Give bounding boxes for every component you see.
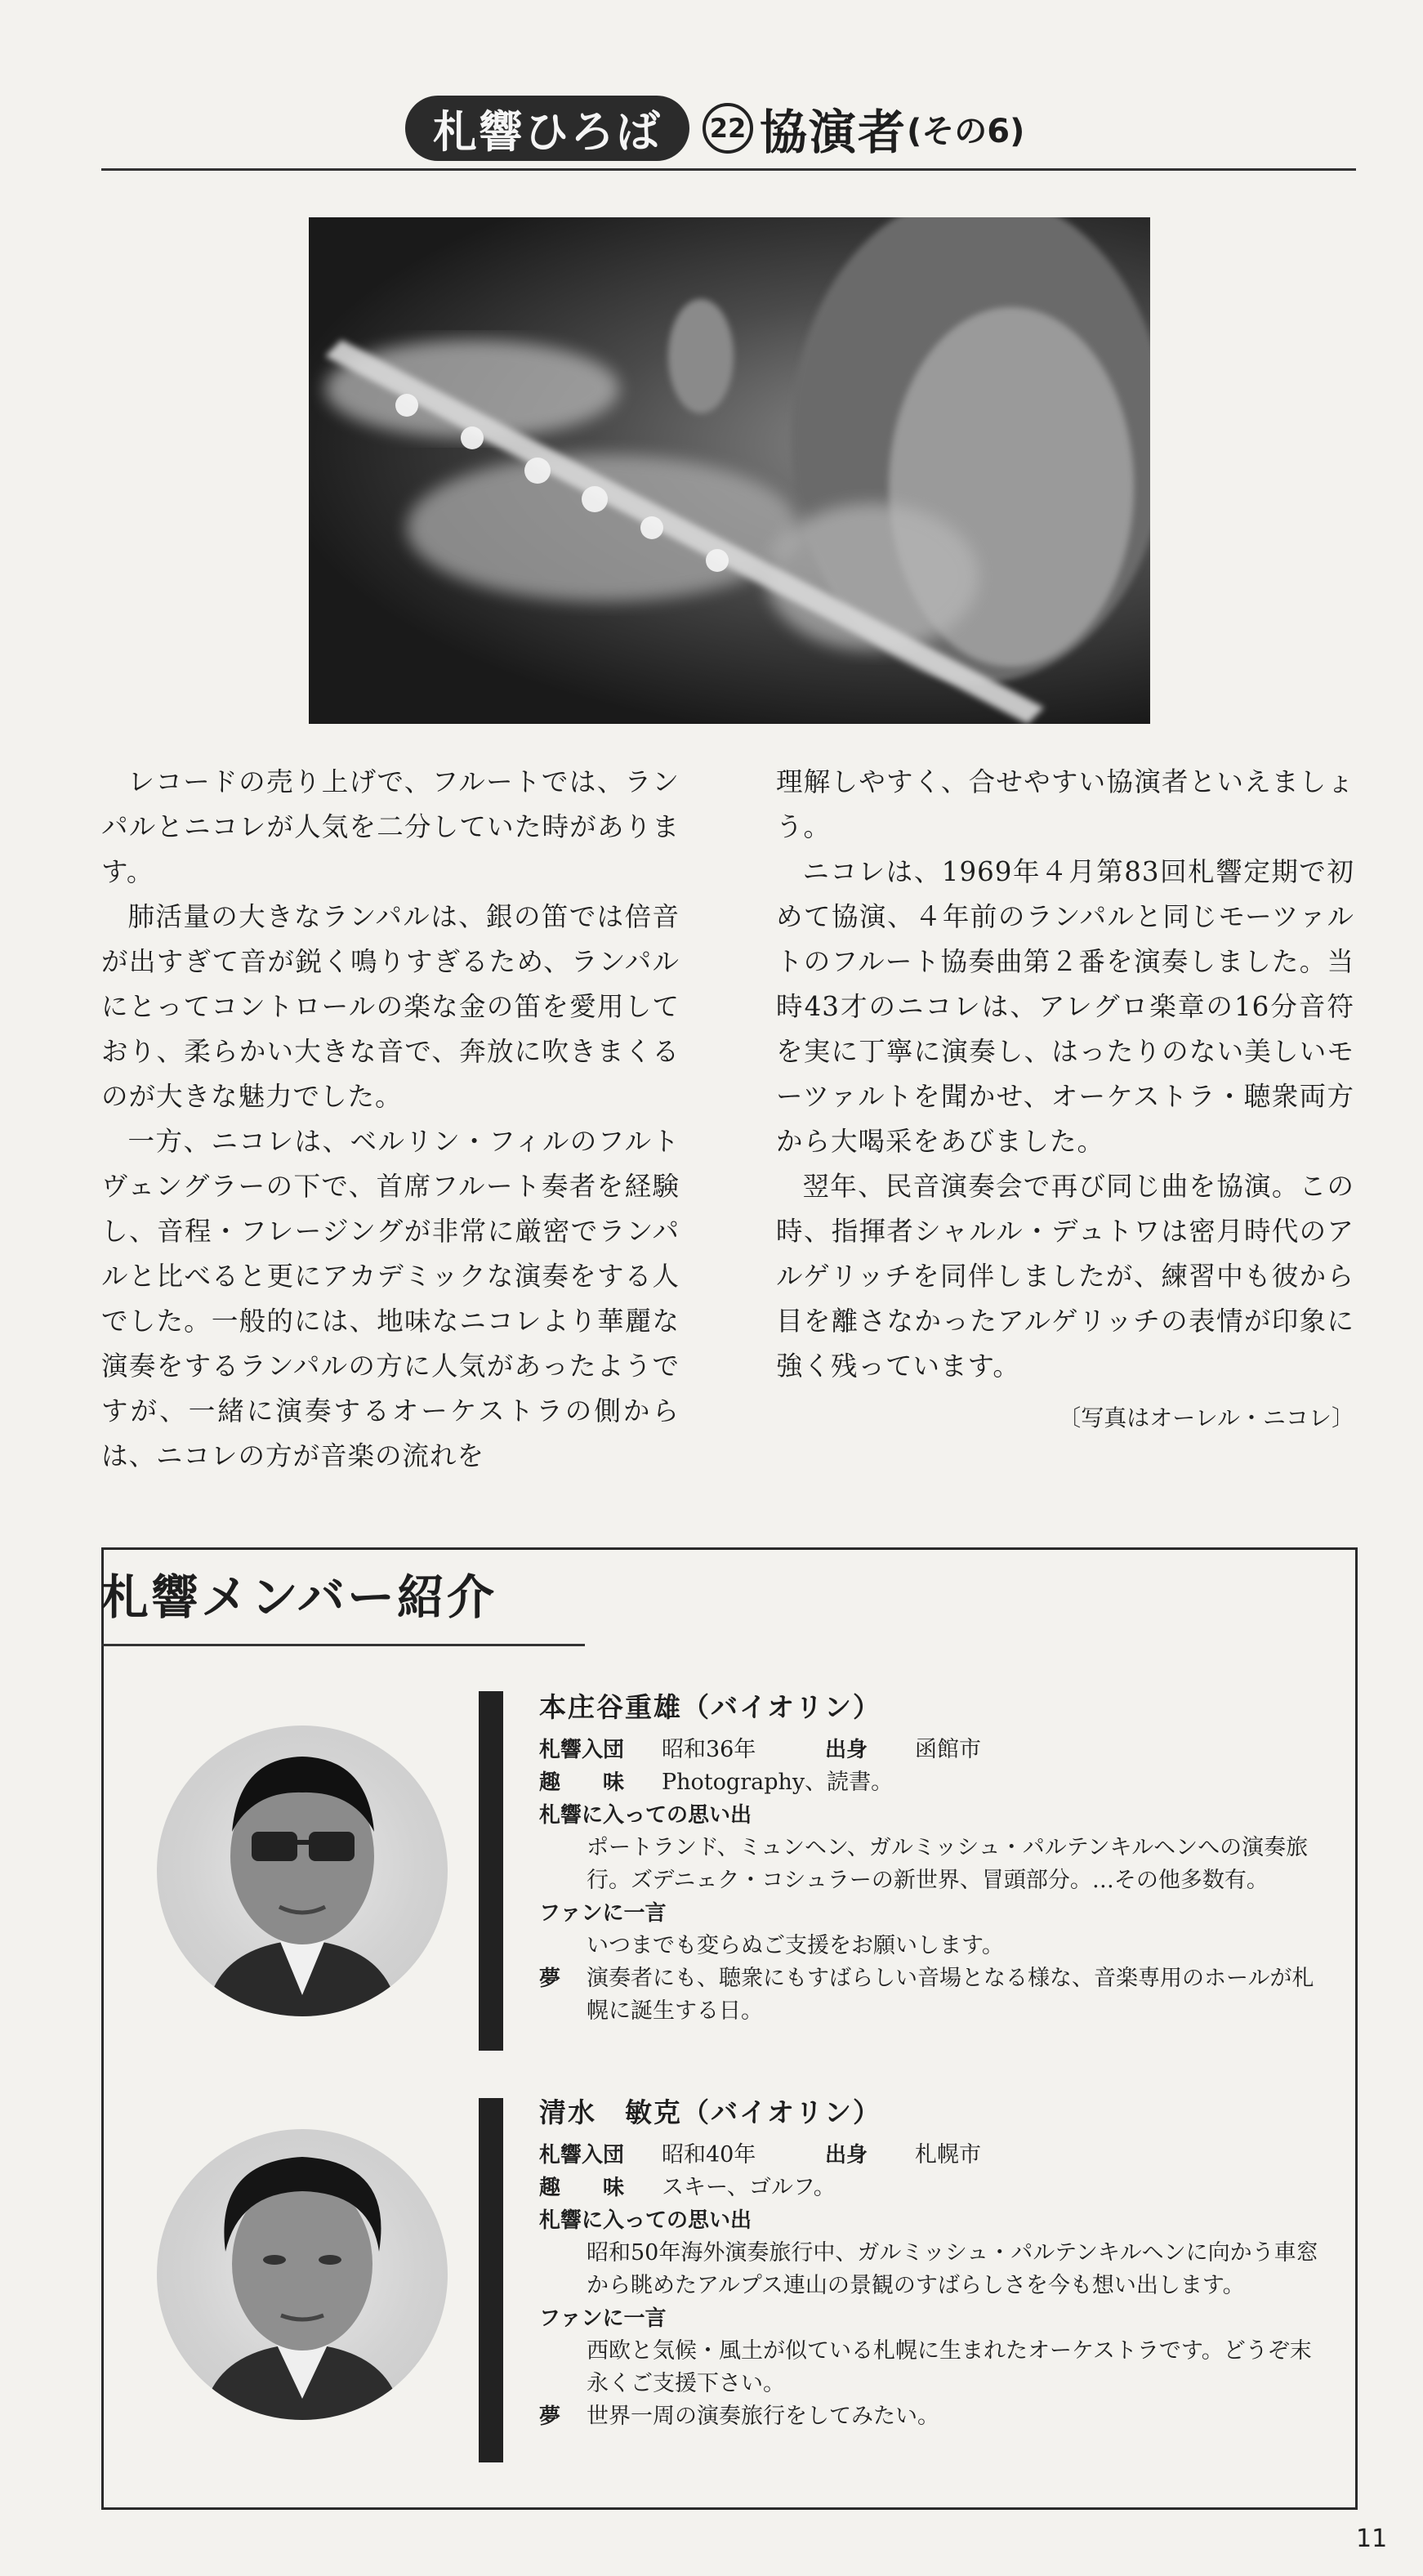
join-label: 札響入団 (539, 1738, 625, 1762)
hobby-value: スキー、ゴルフ。 (662, 2175, 836, 2200)
join-origin-row (539, 2139, 1323, 2172)
member-intro-heading: 札響メンバー紹介 (101, 1569, 497, 1625)
message-value: 西欧と気候・風土が似ている札幌に生まれたオーケストラです。どうぞ末永くご支援下さい。 (587, 2338, 1312, 2396)
member-profile-1 (539, 1691, 1323, 2028)
message-label: ファンに一言 (539, 2306, 667, 2331)
article-paragraph: 翌年、民音演奏会で再び同じ曲を協演。この時、指揮者シャルル・デュトワは密月時代のアルゲリッチを同伴しましたが、練習中も彼から目を離さなかったアルゲリッチの表情が印象に強く残っています。 (776, 1171, 1354, 1382)
memory-value: 昭和50年海外演奏旅行中、ガルミッシュ・パルテンキルヘンに向かう車窓から眺めたアルプス連山の景観のすばらしさを今も想い出します。 (587, 2240, 1318, 2298)
member-name: 清水 敏克（バイオリン） (539, 2096, 882, 2128)
article-subtitle: (その6) (907, 112, 1025, 150)
member-profile-2 (539, 2096, 1323, 2433)
memory-label: 札響に入っての思い出 (539, 1803, 752, 1828)
member-name: 本庄谷重雄（バイオリン） (539, 1691, 882, 1723)
hobby-value: Photography、読書。 (662, 1770, 894, 1795)
profile-bar-1 (479, 1691, 503, 2051)
message-label: ファンに一言 (539, 1901, 667, 1926)
member-portrait-2-illustration (157, 2129, 448, 2420)
message-value: いつまでも変らぬご支援をお願いします。 (587, 1933, 1004, 1958)
page-number: 11 (1356, 2525, 1388, 2553)
member-portrait-1 (157, 1726, 448, 2016)
article-column-left (101, 760, 680, 1479)
article-paragraph: レコードの売り上げで、フルートでは、ランパルとニコレが人気を二分していた時があります。 (101, 766, 680, 887)
photo-caption: 〔写真はオーレル・ニコレ〕 (1058, 1404, 1354, 1431)
dream-label: 夢 (539, 2404, 561, 2429)
article-title: 協演者 (760, 105, 908, 160)
article-paragraph: ニコレは、1969年４月第83回札響定期で初めて協演、４年前のランパルと同じモーツァルトのフルート協奏曲第２番を演奏しました。当時43才のニコレは、アレグロ楽章の16分音符を実に丁寧に演奏し、はったりのない美しいモーツァルトを聞かせ、オーケストラ・聴衆両方から大喝采をあびました。 (776, 856, 1354, 1157)
article-paragraph: 理解しやすく、合せやすい協演者といえましょう。 (776, 766, 1354, 842)
header-divider (101, 168, 1356, 171)
memory-label: 札響に入っての思い出 (539, 2208, 752, 2233)
flutist-photo-illustration (309, 217, 1150, 724)
member-portrait-2 (157, 2129, 448, 2420)
dream-value: 演奏者にも、聴衆にもすばらしい音場となる様な、音楽専用のホールが札幌に誕生する日。 (587, 1966, 1314, 2024)
member-heading-divider (101, 1644, 585, 1646)
dream-label: 夢 (539, 1967, 561, 1991)
origin-value: 札幌市 (915, 2142, 981, 2168)
join-year: 昭和40年 (662, 2142, 756, 2168)
join-label: 札響入団 (539, 2143, 625, 2168)
flutist-photo (309, 217, 1150, 724)
memory-value: ポートランド、ミュンヘン、ガルミッシュ・パルテンキルヘンへの演奏旅行。ズデニェク・コシュラーの新世界、冒頭部分。…その他多数有。 (587, 1835, 1309, 1893)
hobby-label: 趣 味 (539, 1770, 625, 1795)
hobby-row (539, 2172, 1323, 2204)
article-column-right (776, 760, 1354, 1440)
join-year: 昭和36年 (662, 1737, 756, 1762)
origin-value: 函館市 (915, 1737, 981, 1762)
dream-value: 世界一周の演奏旅行をしてみたい。 (587, 2404, 939, 2429)
issue-number: 22 (703, 103, 753, 154)
article-paragraph: 肺活量の大きなランパルは、銀の笛では倍音が出すぎて音が鋭く鳴りすぎるため、ランパルにとってコントロールの楽な金の笛を愛用しており、柔らかい大きな音で、奔放に吹きまくるのが大きな魅力でした。 (101, 901, 680, 1112)
hobby-row (539, 1766, 1323, 1799)
hobby-label: 趣 味 (539, 2176, 625, 2200)
series-title: 札響ひろば (405, 96, 689, 161)
join-origin-row (539, 1734, 1323, 1766)
profile-bar-2 (479, 2098, 503, 2462)
origin-label: 出身 (825, 2143, 868, 2168)
origin-label: 出身 (825, 1738, 868, 1762)
dream-row (539, 1962, 1323, 2028)
page-header (405, 92, 1024, 165)
article-paragraph: 一方、ニコレは、ベルリン・フィルのフルトヴェングラーの下で、首席フルート奏者を経験し、音程・フレージングが非常に厳密でランパルと比べると更にアカデミックな演奏をする人でした。一般的には、地味なニコレより華麗な演奏をするランパルの方に人気があったようですが、一緒に演奏するオーケストラの側からは、ニコレの方が音楽の流れを (101, 1126, 680, 1471)
member-portrait-1-illustration (157, 1726, 448, 2016)
dream-row (539, 2400, 1323, 2433)
